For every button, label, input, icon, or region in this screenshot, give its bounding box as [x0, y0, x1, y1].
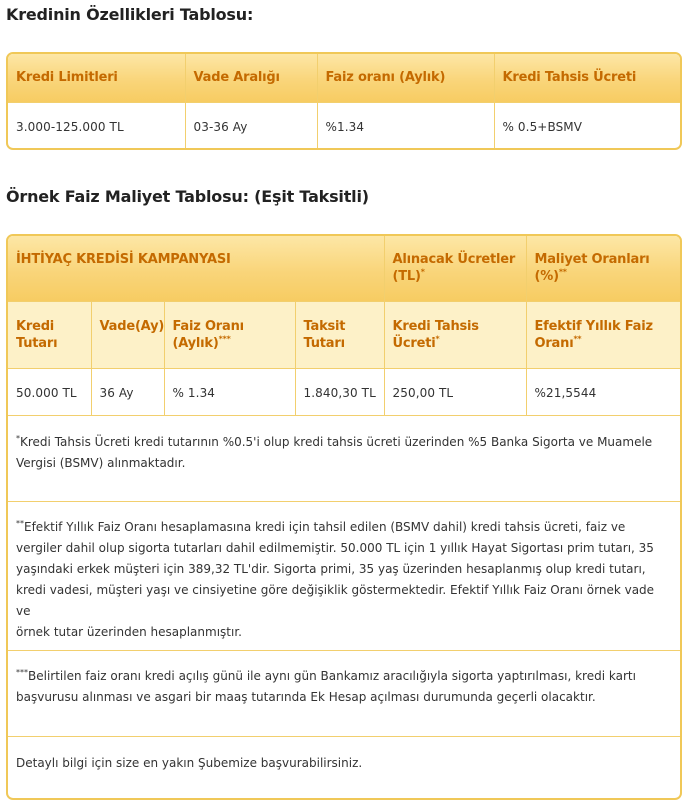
header-term-range: Vade Aralığı — [185, 54, 317, 102]
cell-interest-rate: %1.34 — [317, 102, 494, 148]
header-fees-mark: * — [420, 267, 425, 277]
subheader-installment — [295, 301, 384, 368]
note-text: Efektif Yıllık Faiz Oranı hesaplamasına kredi için tahsil edilen (BSMV dahil) kredi tahsis ücreti, faiz ve — [24, 519, 626, 534]
note-effective-rate-line: örnek tutar üzerinden hesaplanmıştır. — [16, 624, 242, 639]
subheader-interest-rate-mark: *** — [218, 334, 231, 344]
note-effective-rate — [8, 501, 680, 650]
subheader-allocation-fee-mark: * — [435, 334, 440, 344]
note-allocation-fee-mark: * — [16, 433, 20, 443]
header-credit-limits: Kredi Limitleri — [8, 54, 185, 102]
note-text: Belirtilen faiz oranı kredi açılış günü ile aynı gün Bankamız aracılığıyla sigorta yaptırılması, kredi kartı — [28, 668, 636, 683]
subheader-effective-rate-mark: ** — [573, 334, 582, 344]
note-allocation-fee-line — [16, 432, 672, 453]
header-interest-rate: Faiz oranı (Aylık) — [317, 54, 494, 102]
note-interest-conditions — [8, 650, 680, 736]
note-interest-conditions-line — [16, 666, 672, 687]
subheader-effective-rate-label: Efektif Yıllık Faiz Oranı — [534, 318, 653, 351]
cell-term: 36 Ay — [91, 368, 164, 415]
subheader-interest-rate-label: Faiz Oranı (Aylık) — [172, 318, 244, 351]
note-allocation-fee-line: Vergisi (BSMV) alınmaktadır. — [16, 455, 186, 470]
note-interest-conditions-line: başvurusu alınması ve asgari bir maaş tutarında Ek Hesap açılması durumunda geçerli olacaktır. — [16, 689, 596, 704]
header-campaign: İHTİYAÇ KREDİSİ KAMPANYASI — [8, 236, 384, 301]
note-text: Kredi Tahsis Ücreti kredi tutarının %0.5'i olup kredi tahsis ücreti üzerinden %5 Banka Sigorta ve Muamele — [20, 434, 653, 449]
note-interest-conditions-mark: *** — [16, 667, 28, 677]
cost-table — [6, 234, 682, 800]
cell-credit-limits: 3.000-125.000 TL — [8, 102, 185, 148]
subheader-credit-amount — [8, 301, 91, 368]
note-effective-rate-line: yaşındaki erkek müşteri için 389,32 TL'dir. Sigorta primi, 35 yaş üzerinden hesaplanmış olup kredi tutarı, — [16, 561, 646, 576]
subheader-allocation-fee-label: Kredi Tahsis Ücreti — [392, 318, 479, 351]
cell-allocation-fee: % 0.5+BSMV — [494, 102, 680, 148]
cost-table-title: Örnek Faiz Maliyet Tablosu: (Eşit Taksitli) — [6, 187, 369, 206]
subheader-term-label: Vade(Ay) — [99, 318, 165, 334]
note-effective-rate-line: kredi vadesi, müşteri yaşı ve cinsiyetine göre değişiklik göstermektedir. Efektif Yıllık Faiz Oranı örnek vade ve — [16, 582, 655, 618]
header-cost-rates-mark: ** — [558, 267, 567, 277]
subheader-allocation-fee — [384, 301, 526, 368]
cell-effective-rate: %21,5544 — [526, 368, 680, 415]
cell-credit-amount: 50.000 TL — [8, 368, 91, 415]
cell-allocation-fee: 250,00 TL — [384, 368, 526, 415]
subheader-installment-label: Taksit Tutarı — [303, 318, 346, 351]
note-effective-rate-mark: ** — [16, 518, 24, 528]
note-effective-rate-line: vergiler dahil olup sigorta tutarları dahil edilmemiştir. 50.000 TL için 1 yıllık Hayat Sigortası prim tutarı, 35 — [16, 540, 654, 555]
header-fees — [384, 236, 526, 301]
subheader-interest-rate — [164, 301, 295, 368]
cell-installment: 1.840,30 TL — [295, 368, 384, 415]
features-table — [6, 52, 682, 150]
subheader-term — [91, 301, 164, 368]
header-fees-label: Alınacak Ücretler (TL) — [392, 252, 516, 284]
note-allocation-fee — [8, 415, 680, 501]
subheader-effective-rate — [526, 301, 680, 368]
subheader-credit-amount-label: Kredi Tutarı — [16, 318, 58, 351]
header-cost-rates-label: Maliyet Oranları (%) — [534, 252, 650, 284]
header-cost-rates — [526, 236, 680, 301]
cell-term-range: 03-36 Ay — [185, 102, 317, 148]
cell-interest-rate: % 1.34 — [164, 368, 295, 415]
note-effective-rate-line — [16, 517, 672, 538]
features-table-title: Kredinin Özellikleri Tablosu: — [6, 5, 254, 24]
note-contact: Detaylı bilgi için size en yakın Şubemize başvurabilirsiniz. — [8, 736, 680, 774]
header-allocation-fee: Kredi Tahsis Ücreti — [494, 54, 680, 102]
